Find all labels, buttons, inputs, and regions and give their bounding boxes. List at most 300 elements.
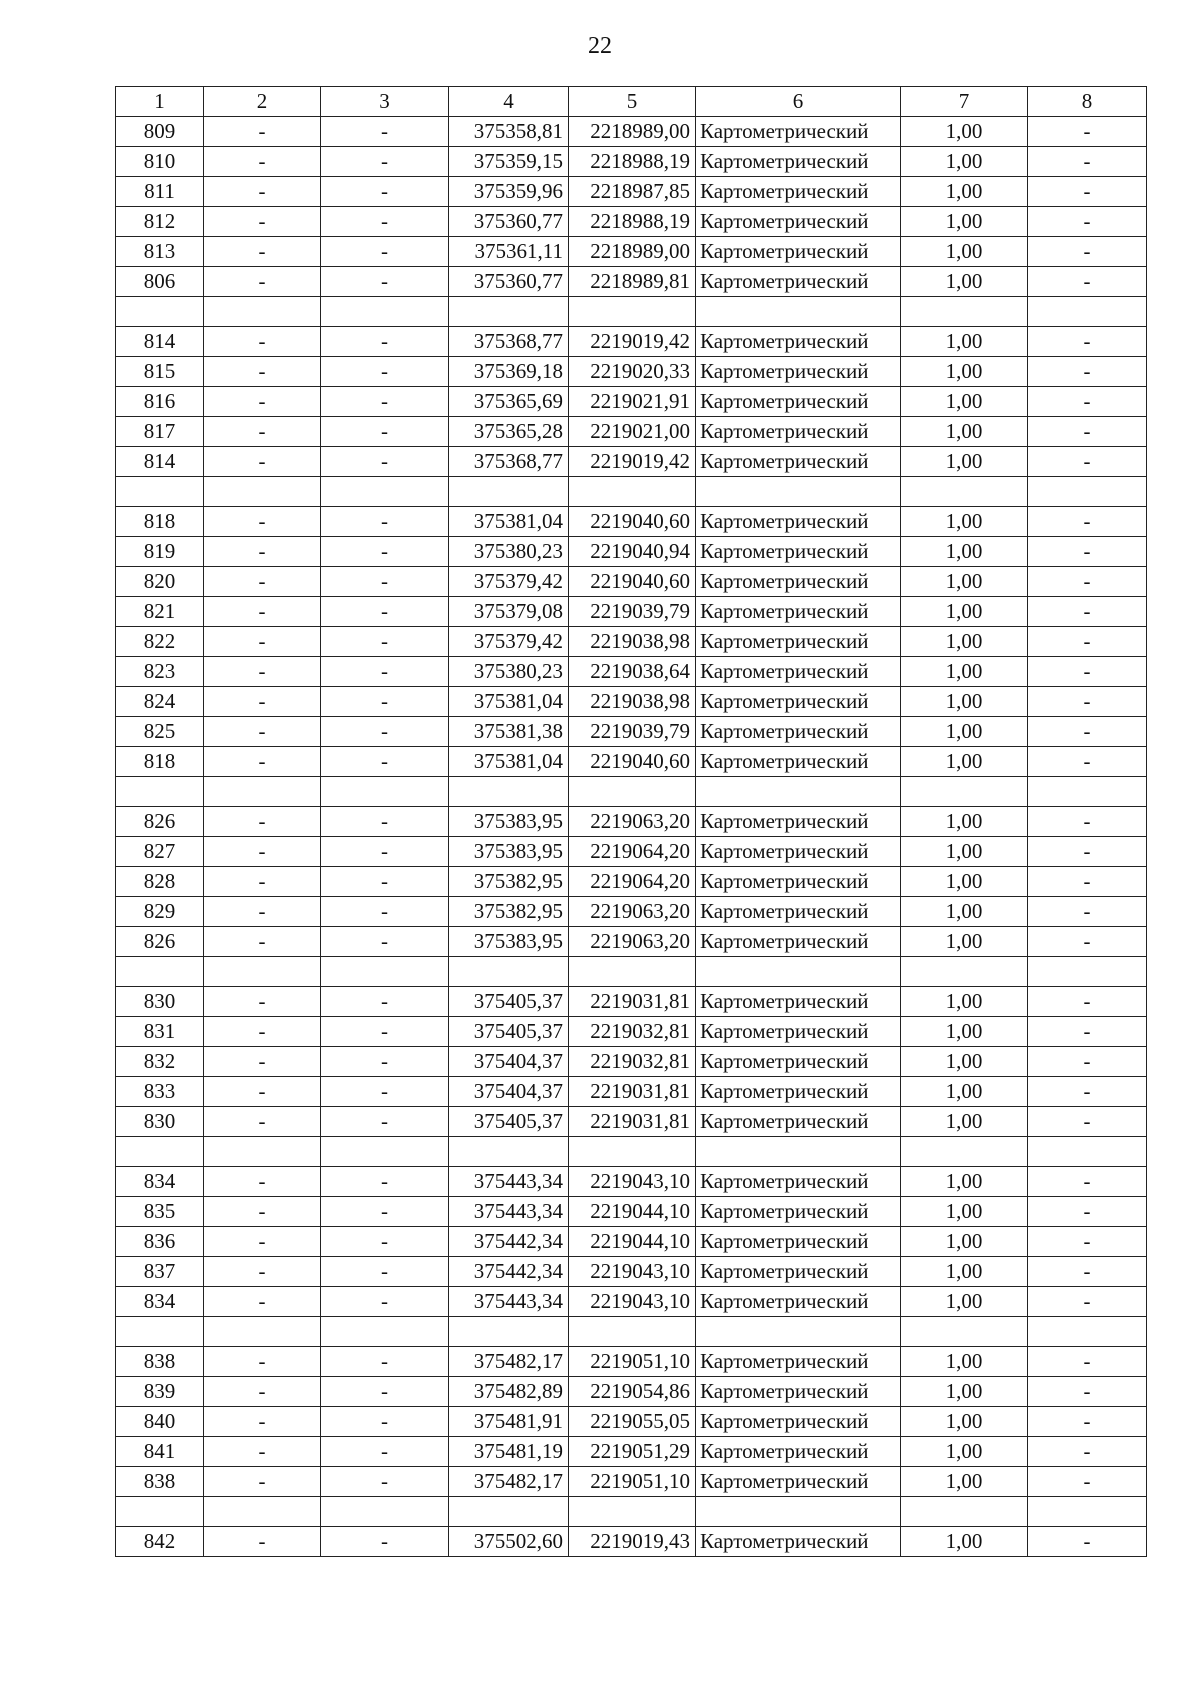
table-cell: 1,00 [901, 1527, 1028, 1557]
table-cell: Картометрический [696, 837, 901, 867]
table-cell: 2219051,10 [569, 1347, 696, 1377]
table-cell: 2219044,10 [569, 1227, 696, 1257]
table-cell: 1,00 [901, 1197, 1028, 1227]
table-cell: 2219063,20 [569, 807, 696, 837]
table-cell [116, 1137, 204, 1167]
table-cell: 831 [116, 1017, 204, 1047]
table-cell: 1,00 [901, 507, 1028, 537]
table-cell: 826 [116, 927, 204, 957]
table-cell: - [204, 1467, 321, 1497]
table-cell: - [321, 747, 449, 777]
table-cell [204, 777, 321, 807]
table-cell: Картометрический [696, 627, 901, 657]
table-cell: 2219064,20 [569, 837, 696, 867]
table-cell: 375368,77 [449, 447, 569, 477]
table-cell [901, 1497, 1028, 1527]
table-cell: 834 [116, 1287, 204, 1317]
table-cell: 1,00 [901, 1017, 1028, 1047]
separator-row [116, 477, 1147, 507]
table-cell: - [321, 537, 449, 567]
table-row [116, 1377, 1147, 1407]
table-cell: - [204, 717, 321, 747]
table-cell [696, 777, 901, 807]
table-cell: Картометрический [696, 597, 901, 627]
table-cell: 1,00 [901, 1107, 1028, 1137]
table-cell: 2219063,20 [569, 927, 696, 957]
column-header: 6 [696, 87, 901, 117]
table-cell: 1,00 [901, 1347, 1028, 1377]
table-cell: - [204, 147, 321, 177]
table-cell: - [321, 147, 449, 177]
table-cell: 375382,95 [449, 867, 569, 897]
table-cell: 2219038,64 [569, 657, 696, 687]
table-cell: 841 [116, 1437, 204, 1467]
table-row [116, 687, 1147, 717]
table-cell: 375383,95 [449, 837, 569, 867]
table-cell: 2219051,10 [569, 1467, 696, 1497]
table-cell: 1,00 [901, 327, 1028, 357]
table-row [116, 897, 1147, 927]
table-row [116, 807, 1147, 837]
table-row [116, 567, 1147, 597]
table-cell: - [204, 537, 321, 567]
table-row [116, 237, 1147, 267]
table-cell: Картометрический [696, 267, 901, 297]
table-cell [901, 1137, 1028, 1167]
table-cell: 1,00 [901, 597, 1028, 627]
table-cell: 375381,04 [449, 747, 569, 777]
table-cell: 375360,77 [449, 267, 569, 297]
table-cell: Картометрический [696, 1377, 901, 1407]
table-cell: 2218989,00 [569, 117, 696, 147]
table-cell: - [1028, 207, 1147, 237]
table-cell: Картометрический [696, 1347, 901, 1377]
table-row [116, 1227, 1147, 1257]
table-cell: Картометрический [696, 237, 901, 267]
table-cell: - [204, 627, 321, 657]
table-cell: 375405,37 [449, 1107, 569, 1137]
table-cell: 1,00 [901, 1077, 1028, 1107]
table-cell: 375381,38 [449, 717, 569, 747]
table-cell: Картометрический [696, 1407, 901, 1437]
table-cell: Картометрический [696, 687, 901, 717]
table-cell: 375383,95 [449, 927, 569, 957]
table-cell: Картометрический [696, 357, 901, 387]
table-cell: - [321, 1197, 449, 1227]
table-cell [901, 1317, 1028, 1347]
column-header: 5 [569, 87, 696, 117]
table-cell: Картометрический [696, 117, 901, 147]
table-cell: 820 [116, 567, 204, 597]
table-cell: 825 [116, 717, 204, 747]
table-cell: - [321, 627, 449, 657]
table-cell [204, 297, 321, 327]
table-row [116, 747, 1147, 777]
table-row [116, 837, 1147, 867]
table-cell: 375379,42 [449, 567, 569, 597]
table-cell: - [321, 1257, 449, 1287]
table-cell: 2219039,79 [569, 597, 696, 627]
table-row [116, 1017, 1147, 1047]
table-cell: - [321, 267, 449, 297]
table-cell [449, 477, 569, 507]
table-cell: 2219032,81 [569, 1017, 696, 1047]
table-row [116, 417, 1147, 447]
table-cell: - [204, 1437, 321, 1467]
table-cell: 836 [116, 1227, 204, 1257]
table-cell: 823 [116, 657, 204, 687]
table-cell: - [204, 1197, 321, 1227]
table-row [116, 357, 1147, 387]
table-cell [569, 477, 696, 507]
table-cell: 375482,17 [449, 1347, 569, 1377]
table-row [116, 267, 1147, 297]
table-cell: 818 [116, 747, 204, 777]
table-cell: 2219031,81 [569, 1107, 696, 1137]
table-cell: 837 [116, 1257, 204, 1287]
table-cell: 375383,95 [449, 807, 569, 837]
table-row [116, 1527, 1147, 1557]
table-cell: - [204, 417, 321, 447]
table-cell: 818 [116, 507, 204, 537]
table-cell: 1,00 [901, 447, 1028, 477]
table-cell [449, 777, 569, 807]
table-cell: - [321, 417, 449, 447]
table-cell: 840 [116, 1407, 204, 1437]
table-row [116, 1257, 1147, 1287]
table-cell: - [204, 1227, 321, 1257]
table-row [116, 447, 1147, 477]
table-cell: 1,00 [901, 237, 1028, 267]
table-cell [321, 777, 449, 807]
table-cell: 2219043,10 [569, 1167, 696, 1197]
table-cell: 375365,69 [449, 387, 569, 417]
table-cell: 2219040,94 [569, 537, 696, 567]
table-cell: 2219040,60 [569, 567, 696, 597]
table-row [116, 1107, 1147, 1137]
table-cell: - [204, 1407, 321, 1437]
table-cell: 1,00 [901, 987, 1028, 1017]
table-cell: - [1028, 447, 1147, 477]
table-cell: - [321, 207, 449, 237]
table-cell: Картометрический [696, 387, 901, 417]
table-cell: - [321, 657, 449, 687]
table-row [116, 927, 1147, 957]
table-cell: 1,00 [901, 897, 1028, 927]
table-cell: - [1028, 627, 1147, 657]
table-cell: - [1028, 1257, 1147, 1287]
table-row [116, 717, 1147, 747]
table-cell: 2219040,60 [569, 747, 696, 777]
table-cell: 2219019,42 [569, 447, 696, 477]
table-cell: - [204, 207, 321, 237]
table-cell: Картометрический [696, 747, 901, 777]
table-cell: 806 [116, 267, 204, 297]
table-cell: 814 [116, 327, 204, 357]
table-cell: 2218987,85 [569, 177, 696, 207]
table-cell: - [1028, 1197, 1147, 1227]
table-cell: - [321, 807, 449, 837]
table-cell: Картометрический [696, 867, 901, 897]
page-number: 22 [588, 33, 612, 59]
table-cell: 817 [116, 417, 204, 447]
table-cell [449, 1317, 569, 1347]
table-cell: 1,00 [901, 1257, 1028, 1287]
table-cell: - [204, 117, 321, 147]
table-cell [204, 1497, 321, 1527]
table-row [116, 147, 1147, 177]
table-cell: 1,00 [901, 417, 1028, 447]
table-cell: 375368,77 [449, 327, 569, 357]
table-cell: - [204, 1107, 321, 1137]
table-cell: - [321, 1167, 449, 1197]
table-cell: Картометрический [696, 1437, 901, 1467]
table-cell [901, 777, 1028, 807]
table-cell: Картометрический [696, 807, 901, 837]
table-cell: Картометрический [696, 147, 901, 177]
table-cell: Картометрический [696, 897, 901, 927]
table-cell [1028, 1317, 1147, 1347]
table-row [116, 537, 1147, 567]
table-cell: - [1028, 807, 1147, 837]
table-cell: 1,00 [901, 687, 1028, 717]
table-cell: 1,00 [901, 717, 1028, 747]
table-cell [116, 957, 204, 987]
table-cell: - [1028, 1407, 1147, 1437]
table-cell: 809 [116, 117, 204, 147]
table-row [116, 627, 1147, 657]
table-cell: - [204, 897, 321, 927]
table-cell: - [321, 1077, 449, 1107]
table-cell: - [321, 1287, 449, 1317]
table-cell [569, 777, 696, 807]
table-row [116, 177, 1147, 207]
table-cell: Картометрический [696, 1017, 901, 1047]
table-cell: - [1028, 1107, 1147, 1137]
table-cell: 2219043,10 [569, 1287, 696, 1317]
table-cell: - [321, 987, 449, 1017]
table-cell: 1,00 [901, 147, 1028, 177]
table-row [116, 987, 1147, 1017]
table-cell: 838 [116, 1347, 204, 1377]
table-cell: 1,00 [901, 627, 1028, 657]
table-cell: 375481,91 [449, 1407, 569, 1437]
table-cell: 2218989,81 [569, 267, 696, 297]
table-cell: - [204, 597, 321, 627]
table-cell: - [1028, 267, 1147, 297]
table-cell: 2219064,20 [569, 867, 696, 897]
table-cell: 375502,60 [449, 1527, 569, 1557]
table-cell: - [204, 387, 321, 417]
table-cell: 1,00 [901, 1227, 1028, 1257]
table-cell: 1,00 [901, 867, 1028, 897]
table-cell: Картометрический [696, 447, 901, 477]
table-cell: - [321, 897, 449, 927]
table-body [116, 87, 1147, 1557]
table-cell: 375358,81 [449, 117, 569, 147]
table-cell [569, 1497, 696, 1527]
table-cell: 1,00 [901, 927, 1028, 957]
table-row [116, 1437, 1147, 1467]
table-cell: 2219038,98 [569, 627, 696, 657]
table-cell: - [204, 1347, 321, 1377]
table-cell: - [1028, 357, 1147, 387]
table-cell: 375359,15 [449, 147, 569, 177]
table-cell: - [321, 1407, 449, 1437]
table-row [116, 207, 1147, 237]
table-cell [901, 957, 1028, 987]
table-cell [569, 297, 696, 327]
table-cell: - [204, 237, 321, 267]
separator-row [116, 1317, 1147, 1347]
table-row [116, 1077, 1147, 1107]
table-cell: - [1028, 237, 1147, 267]
table-cell [321, 957, 449, 987]
table-cell: 833 [116, 1077, 204, 1107]
table-cell: 839 [116, 1377, 204, 1407]
table-cell: 2219043,10 [569, 1257, 696, 1287]
table-row [116, 507, 1147, 537]
table-cell: Картометрический [696, 327, 901, 357]
table-cell: - [1028, 387, 1147, 417]
table-cell: - [1028, 927, 1147, 957]
table-cell [1028, 477, 1147, 507]
table-cell: 2219044,10 [569, 1197, 696, 1227]
table-cell: 824 [116, 687, 204, 717]
table-cell: 2219063,20 [569, 897, 696, 927]
table-cell: - [1028, 897, 1147, 927]
table-cell [1028, 297, 1147, 327]
table-cell: - [321, 1107, 449, 1137]
table-cell: - [321, 597, 449, 627]
table-row [116, 1197, 1147, 1227]
table-cell: 375404,37 [449, 1077, 569, 1107]
table-cell: - [204, 1527, 321, 1557]
table-cell: 2219021,00 [569, 417, 696, 447]
table-cell: - [204, 567, 321, 597]
table-cell: - [321, 507, 449, 537]
table-cell: Картометрический [696, 1077, 901, 1107]
table-cell: 1,00 [901, 387, 1028, 417]
table-cell: Картометрический [696, 177, 901, 207]
table-cell: 1,00 [901, 657, 1028, 687]
table-cell: 375380,23 [449, 657, 569, 687]
table-cell: Картометрический [696, 1227, 901, 1257]
table-cell: - [1028, 1017, 1147, 1047]
table-cell: - [1028, 987, 1147, 1017]
table-cell: - [204, 687, 321, 717]
table-row [116, 1407, 1147, 1437]
table-cell: - [1028, 1347, 1147, 1377]
table-cell: - [321, 177, 449, 207]
table-cell: 1,00 [901, 837, 1028, 867]
separator-row [116, 777, 1147, 807]
table-cell: 375443,34 [449, 1197, 569, 1227]
table-cell [116, 297, 204, 327]
table-cell: Картометрический [696, 1287, 901, 1317]
table-cell: - [204, 657, 321, 687]
table-cell: Картометрический [696, 927, 901, 957]
table-cell: - [204, 987, 321, 1017]
table-cell: 375359,96 [449, 177, 569, 207]
table-cell: Картометрический [696, 987, 901, 1017]
table-cell: 1,00 [901, 1437, 1028, 1467]
table-cell: - [1028, 147, 1147, 177]
table-cell [449, 1497, 569, 1527]
table-cell: - [204, 747, 321, 777]
table-cell: - [321, 237, 449, 267]
table-cell: 2218988,19 [569, 147, 696, 177]
table-cell: - [1028, 327, 1147, 357]
table-cell: - [204, 867, 321, 897]
table-cell: 375361,11 [449, 237, 569, 267]
table-cell [696, 1137, 901, 1167]
table-cell: - [321, 387, 449, 417]
table-cell: - [1028, 1047, 1147, 1077]
table-cell: 375405,37 [449, 987, 569, 1017]
table-cell: - [204, 507, 321, 537]
table-cell: 375379,42 [449, 627, 569, 657]
table-row [116, 1467, 1147, 1497]
table-cell: - [204, 1287, 321, 1317]
table-cell: Картометрический [696, 207, 901, 237]
table-cell: 811 [116, 177, 204, 207]
table-cell: 2219021,91 [569, 387, 696, 417]
table-cell: - [321, 567, 449, 597]
table-row [116, 327, 1147, 357]
table-cell: 1,00 [901, 177, 1028, 207]
table-cell: Картометрический [696, 537, 901, 567]
table-cell: 2219040,60 [569, 507, 696, 537]
table-cell [449, 1137, 569, 1167]
table-cell: - [204, 927, 321, 957]
column-header: 2 [204, 87, 321, 117]
table-cell: - [204, 447, 321, 477]
table-cell: 830 [116, 1107, 204, 1137]
table-cell: - [321, 1437, 449, 1467]
table-row [116, 387, 1147, 417]
table-cell: - [321, 687, 449, 717]
table-cell: Картометрический [696, 1047, 901, 1077]
table-cell [1028, 1137, 1147, 1167]
separator-row [116, 1497, 1147, 1527]
table-cell [1028, 957, 1147, 987]
table-cell: - [321, 327, 449, 357]
table-cell: - [1028, 417, 1147, 447]
column-header: 4 [449, 87, 569, 117]
table-cell: - [321, 1347, 449, 1377]
table-cell: - [321, 927, 449, 957]
table-cell: - [321, 1527, 449, 1557]
table-cell [321, 1317, 449, 1347]
table-cell [449, 297, 569, 327]
table-row [116, 867, 1147, 897]
table-cell: - [1028, 117, 1147, 147]
table-cell: - [204, 177, 321, 207]
table-cell: 2219051,29 [569, 1437, 696, 1467]
table-cell: 375381,04 [449, 507, 569, 537]
table-cell [116, 777, 204, 807]
table-cell [204, 1137, 321, 1167]
table-cell: 2219039,79 [569, 717, 696, 747]
separator-row [116, 1137, 1147, 1167]
table-cell [321, 1497, 449, 1527]
table-cell [1028, 1497, 1147, 1527]
coordinates-table [115, 86, 1147, 1557]
column-header: 8 [1028, 87, 1147, 117]
table-cell: - [1028, 567, 1147, 597]
table-cell: - [1028, 657, 1147, 687]
